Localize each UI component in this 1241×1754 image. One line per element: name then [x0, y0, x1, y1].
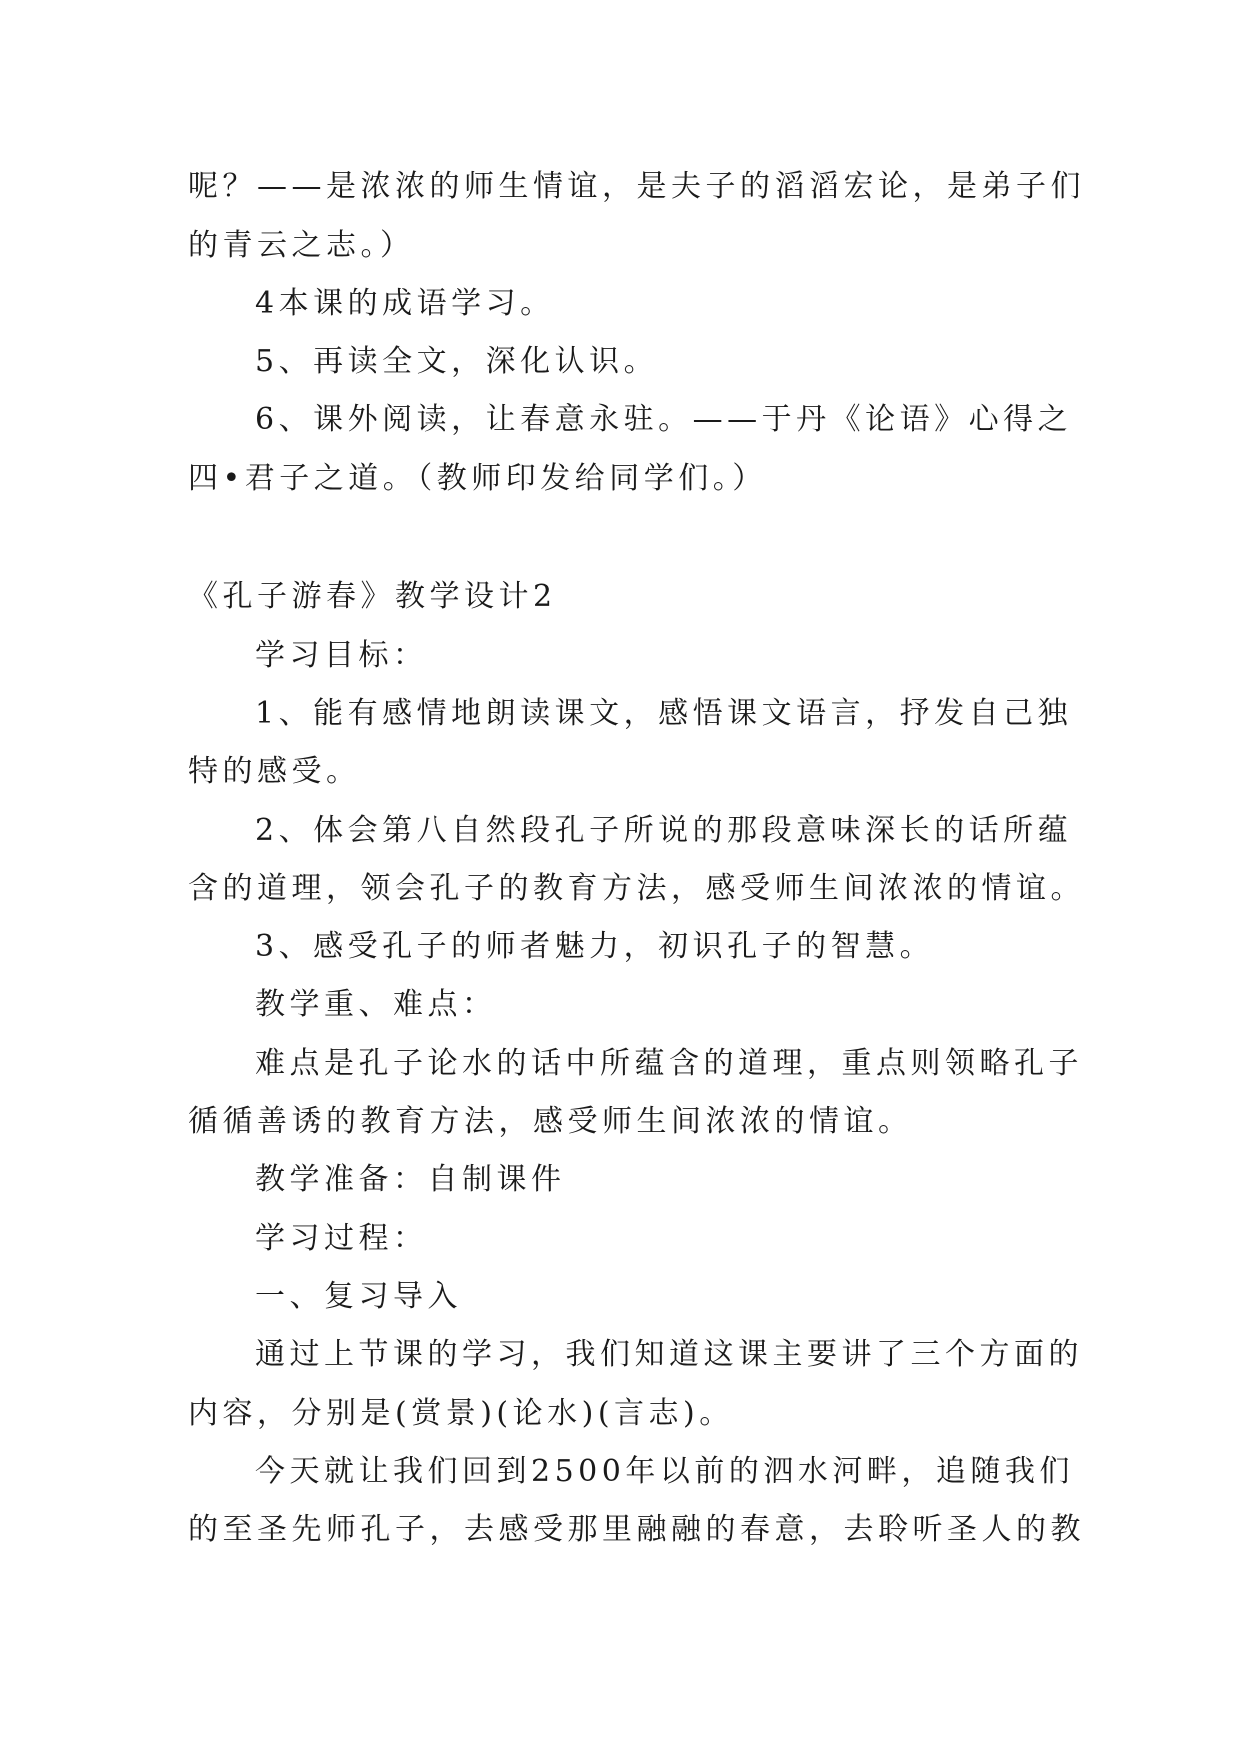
text-line: 今天就让我们回到2500年以前的泗水河畔，追随我们 — [255, 1454, 1074, 1489]
text-line: 1、能有感情地朗读课文，感悟课文语言，抒发自己独 — [255, 696, 1073, 731]
text-line: 教学准备：自制课件 — [255, 1162, 566, 1197]
text-line: 循循善诱的教育方法，感受师生间浓浓的情谊。 — [188, 1104, 913, 1139]
text-line: 难点是孔子论水的话中所蕴含的道理，重点则领略孔子 — [255, 1046, 1083, 1081]
text-line: 学习过程： — [255, 1221, 428, 1256]
text-line: 内容，分别是(赏景)(论水)(言志)。 — [188, 1396, 734, 1431]
text-line: 2、体会第八自然段孔子所说的那段意味深长的话所蕴 — [255, 813, 1073, 848]
text-line: 四•君子之道。（教师印发给同学们。） — [188, 461, 767, 496]
text-line: 3、感受孔子的师者魅力，初识孔子的智慧。 — [255, 929, 935, 964]
text-line: 教学重、难点： — [255, 987, 497, 1022]
text-line: 5、再读全文，深化认识。 — [255, 344, 659, 379]
text-line: 的青云之志。） — [188, 228, 415, 263]
text-line: 学习目标： — [255, 638, 428, 673]
text-line: 含的道理，领会孔子的教育方法，感受师生间浓浓的情谊。 — [188, 871, 1085, 906]
text-line: 一、复习导入 — [255, 1279, 462, 1314]
text-line: 特的感受。 — [188, 754, 361, 789]
text-line: 呢？——是浓浓的师生情谊，是夫子的滔滔宏论，是弟子们 — [188, 169, 1085, 204]
text-line: 通过上节课的学习，我们知道这课主要讲了三个方面的 — [255, 1337, 1083, 1372]
text-line: 4本课的成语学习。 — [255, 286, 555, 321]
text-line: 6、课外阅读，让春意永驻。——于丹《论语》心得之 — [255, 402, 1073, 437]
section-title: 《孔子游春》教学设计2 — [188, 579, 557, 614]
text-line: 的至圣先师孔子，去感受那里融融的春意，去聆听圣人的教 — [188, 1512, 1085, 1547]
